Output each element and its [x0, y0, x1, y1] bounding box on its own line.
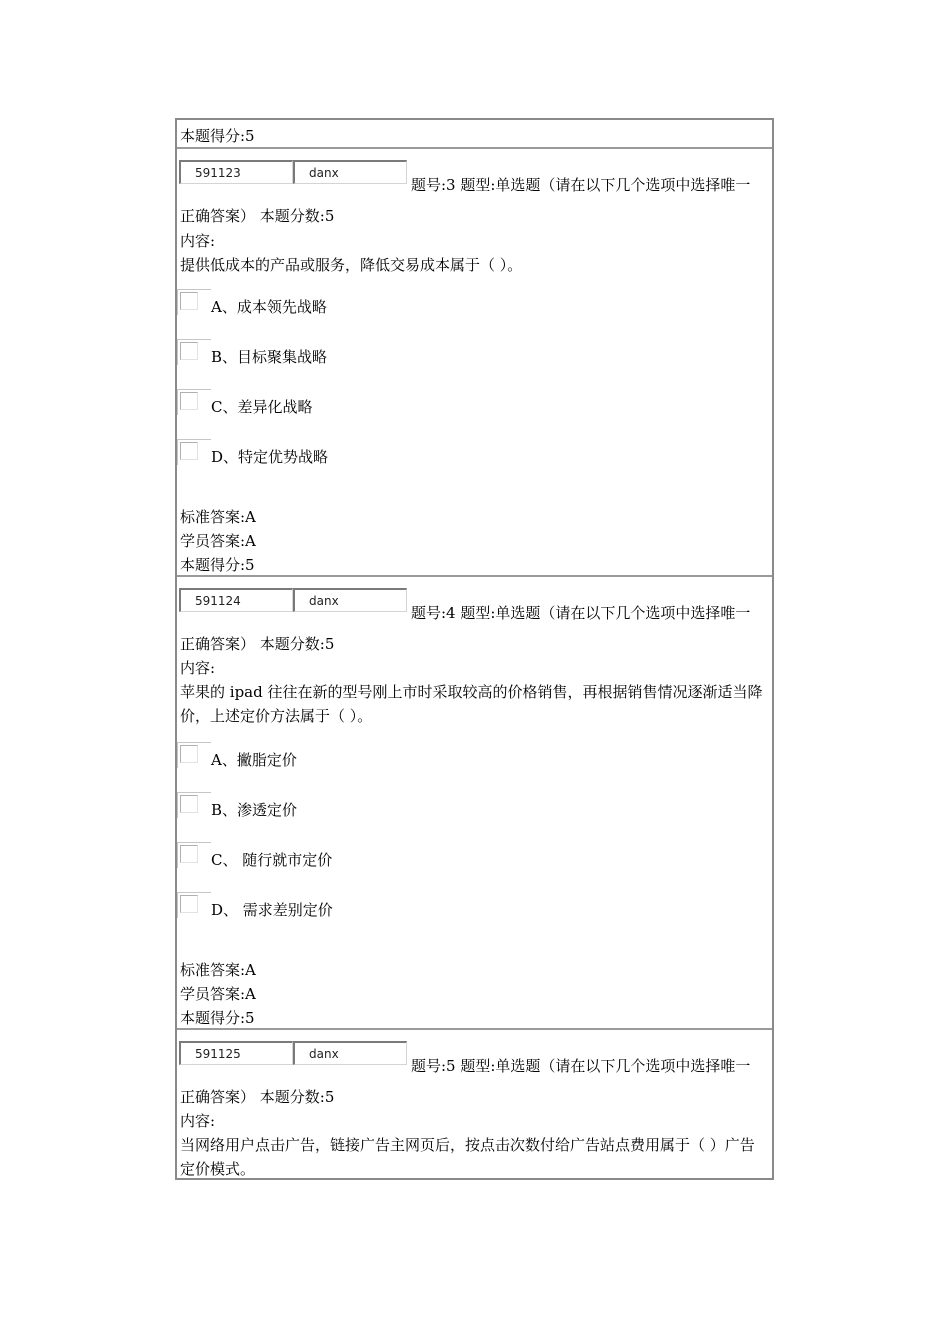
question-text: 当网络用户点击广告，链接广告主网页后，按点击次数付给广告站点费用属于（ ）广告定价模式。 — [180, 1136, 755, 1178]
question-header: 题号:3 题型:单选题（请在以下几个选项中选择唯一 — [411, 176, 751, 194]
question-type-field[interactable]: danx — [293, 588, 407, 612]
question-block — [177, 1028, 772, 1180]
option-d-label: D、特定优势战略 — [211, 448, 329, 466]
content-label: 内容: — [180, 232, 216, 250]
question-id-field[interactable]: 591124 — [179, 588, 293, 612]
option-b-label: B、渗透定价 — [211, 801, 298, 819]
option-c-checkbox[interactable] — [177, 842, 211, 868]
option-a-checkbox[interactable] — [177, 289, 211, 315]
option-a-label: A、撇脂定价 — [211, 751, 297, 769]
option-c-checkbox[interactable] — [177, 389, 211, 415]
option-d-label: D、 需求差别定价 — [211, 901, 333, 919]
option-c-label: C、 随行就市定价 — [211, 851, 333, 869]
option-c-label: C、差异化战略 — [211, 398, 313, 416]
question-header: 题号:4 题型:单选题（请在以下几个选项中选择唯一 — [411, 604, 751, 622]
student-answer: 学员答案:A — [180, 985, 256, 1003]
question-header-continued: 正确答案） 本题分数:5 — [180, 635, 335, 653]
question-score: 本题得分:5 — [180, 1009, 255, 1027]
option-d-checkbox[interactable] — [177, 892, 211, 918]
option-b-checkbox[interactable] — [177, 792, 211, 818]
question-score: 本题得分:5 — [180, 556, 255, 574]
question-header-continued: 正确答案） 本题分数:5 — [180, 207, 335, 225]
score-text: 本题得分:5 — [180, 127, 255, 145]
previous-question-score-row — [177, 120, 772, 147]
question-block — [177, 147, 772, 577]
question-block — [177, 575, 772, 1030]
content-label: 内容: — [180, 1112, 216, 1130]
content-label: 内容: — [180, 659, 216, 677]
option-b-label: B、目标聚集战略 — [211, 348, 328, 366]
student-answer: 学员答案:A — [180, 532, 256, 550]
question-text: 苹果的 ipad 往往在新的型号刚上市时采取较高的价格销售，再根据销售情况逐渐适当降价，上述定价方法属于（ ）。 — [180, 683, 763, 725]
option-d-checkbox[interactable] — [177, 439, 211, 465]
option-b-checkbox[interactable] — [177, 339, 211, 365]
question-type-field[interactable]: danx — [293, 160, 407, 184]
question-table — [175, 118, 774, 1180]
question-text: 提供低成本的产品或服务，降低交易成本属于（ ）。 — [180, 256, 523, 274]
standard-answer: 标准答案:A — [180, 508, 256, 526]
question-id-field[interactable]: 591123 — [179, 160, 293, 184]
option-a-label: A、成本领先战略 — [211, 298, 327, 316]
option-a-checkbox[interactable] — [177, 742, 211, 768]
question-header: 题号:5 题型:单选题（请在以下几个选项中选择唯一 — [411, 1057, 751, 1075]
question-type-field[interactable]: danx — [293, 1041, 407, 1065]
standard-answer: 标准答案:A — [180, 961, 256, 979]
question-id-field[interactable]: 591125 — [179, 1041, 293, 1065]
question-header-continued: 正确答案） 本题分数:5 — [180, 1088, 335, 1106]
